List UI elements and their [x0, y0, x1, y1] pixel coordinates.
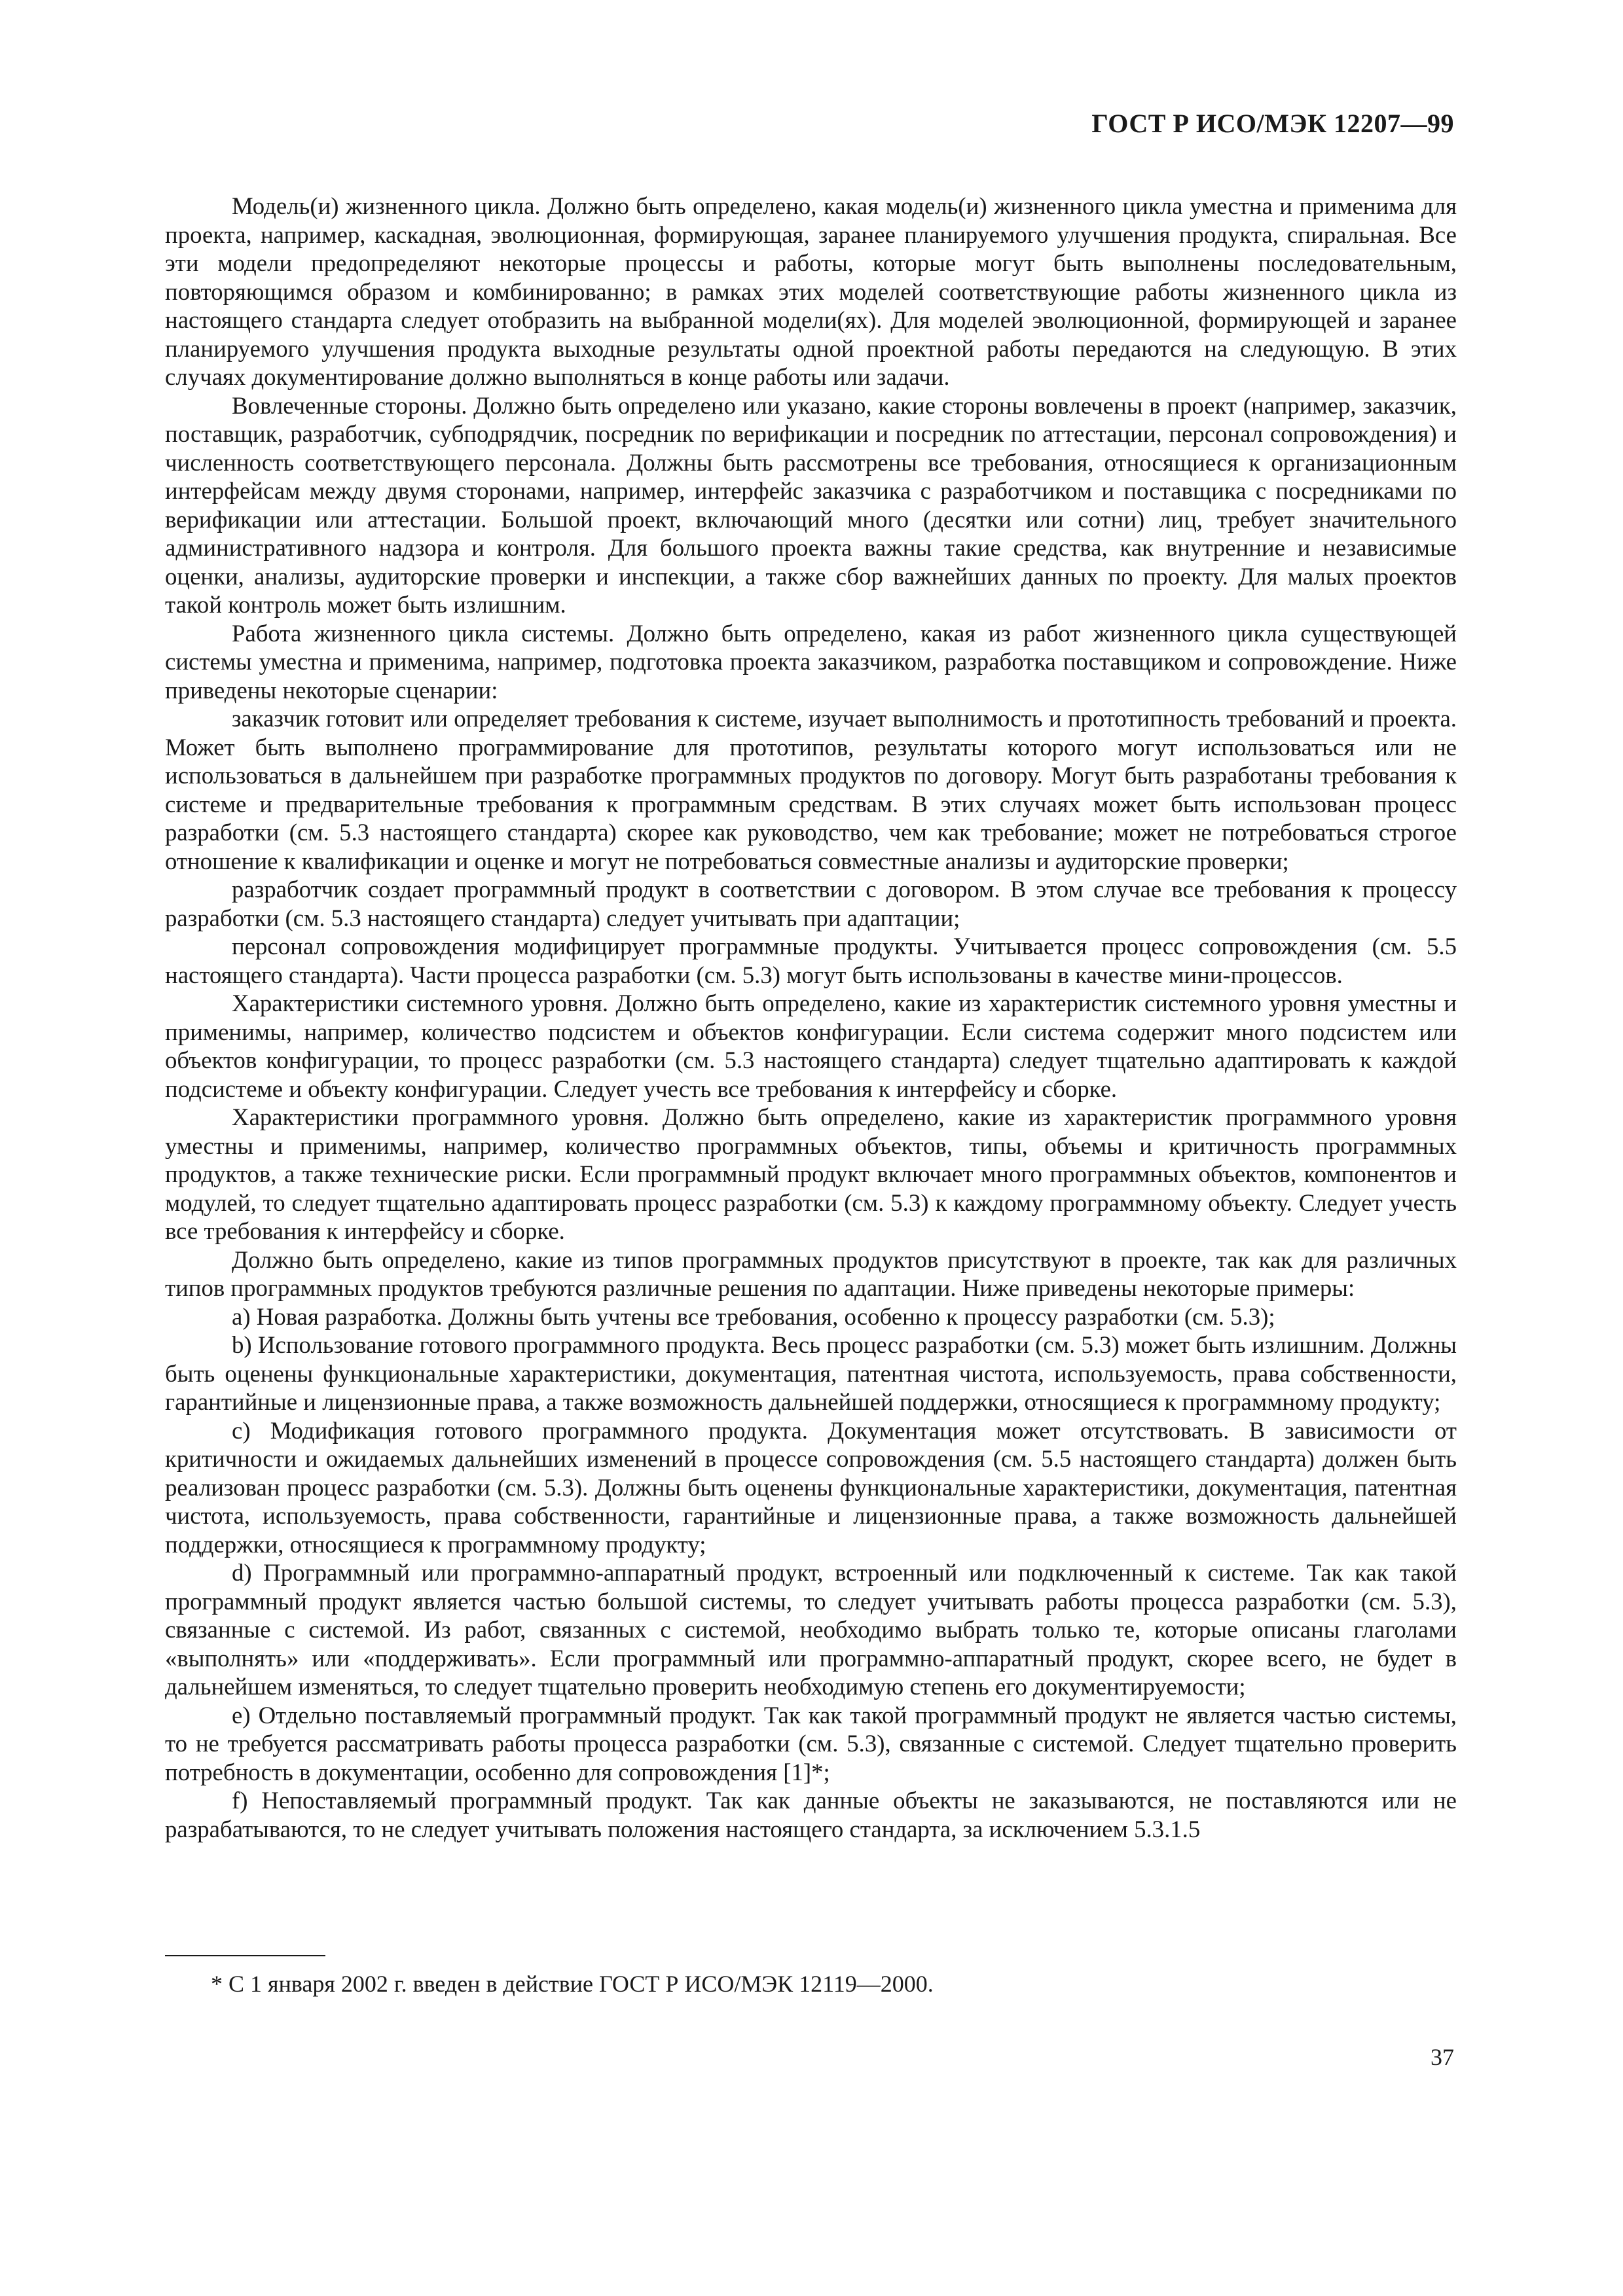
list-item: b) Использование готового программного продукта. Весь процесс разработки (см. 5.3) может быть излишним. Должны быть оценены функциональные характеристики, документация, патентная чистота, используемость, права собственности, гарантийные и лицензионные права, а также возможность дальнейшей поддержки, относящиеся к программному продукту; — [165, 1331, 1457, 1415]
document-header: ГОСТ Р ИСО/МЭК 12207—99 — [1091, 109, 1454, 138]
list-item: c) Модификация готового программного продукта. Документация может отсутствовать. В зависимости от критичности и ожидаемых дальнейших изменений в процессе сопровождения (см. 5.5 настоящего стандарта) должен быть реализован процесс разработки (см. 5.3). Должны быть оценены функциональные характеристики, документация, патентная чистота, используемость, права собственности, гарантийные и лицензионные права, а также возможность дальнейшей поддержки, относящиеся к программному продукту; — [165, 1416, 1457, 1558]
list-item: f) Непоставляемый программный продукт. Так как данные объекты не заказываются, не поставляются или не разрабатываются, то не следует учитывать положения настоящего стандарта, за исключением 5.3.1.5 — [165, 1787, 1457, 1842]
paragraph: Должно быть определено, какие из типов программных продуктов присутствуют в проекте, так как для различных типов программных продуктов требуются различные решения по адаптации. Ниже приведены некоторые примеры: — [165, 1246, 1457, 1301]
list-item: e) Отдельно поставляемый программный продукт. Так как такой программный продукт не является частью системы, то не требуется рассматривать работы процесса разработки (см. 5.3), связанные с системой. Следует тщательно проверить потребность в документации, особенно для сопровождения [1]*; — [165, 1701, 1457, 1785]
paragraph: персонал сопровождения модифицирует программные продукты. Учитывается процесс сопровождения (см. 5.5 настоящего стандарта). Части процесса разработки (см. 5.3) могут быть использованы в качестве мини-процессов. — [165, 933, 1457, 988]
list-item: d) Программный или программно-аппаратный продукт, встроенный или подключенный к системе. Так как такой программный продукт является частью большой системы, то следует учитывать работы процесса разработки (см. 5.3), связанные с системой. Из работ, связанных с системой, необходимо выбрать только те, которые описаны глаголами «выполнять» или «поддерживать». Если программный или программно-аппаратный продукт, скорее всего, не будет в дальнейшем изменяться, то следует тщательно проверить необходимую степень его документируемости; — [165, 1559, 1457, 1700]
paragraph: Модель(и) жизненного цикла. Должно быть определено, какая модель(и) жизненного цикла уместна и применима для проекта, например, каскадная, эволюционная, формирующая, заранее планируемого улучшения продукта, спиральная. Все эти модели предопределяют некоторые процессы и работы, которые могут быть выполнены последовательным, повторяющимся образом и комбинированно; в рамках этих моделей соответствующие работы жизненного цикла из настоящего стандарта следует отобразить на выбранной модели(ях). Для моделей эволюционной, формирующей и заранее планируемого улучшения продукта выходные результаты одной проектной работы передаются на следующую. В этих случаях документирование должно выполняться в конце работы или задачи. — [165, 192, 1457, 390]
body-text — [165, 192, 1457, 1843]
paragraph: Характеристики программного уровня. Должно быть определено, какие из характеристик программного уровня уместны и применимы, например, количество программных объектов, типы, объемы и критичность программных продуктов, а также технические риски. Если программный продукт включает много программных объектов, компонентов и модулей, то следует тщательно адаптировать процесс разработки (см. 5.3) к каждому программному объекту. Следует учесть все требования к интерфейсу и сборке. — [165, 1103, 1457, 1244]
page-number: 37 — [1431, 2044, 1454, 2070]
paragraph: Характеристики системного уровня. Должно быть определено, какие из характеристик системного уровня уместны и применимы, например, количество подсистем и объектов конфигурации. Если система содержит много подсистем или объектов конфигурации, то процесс разработки (см. 5.3 настоящего стандарта) следует тщательно адаптировать к каждой подсистеме и объекту конфигурации. Следует учесть все требования к интерфейсу и сборке. — [165, 990, 1457, 1102]
footnote-divider — [165, 1955, 325, 1956]
list-item: a) Новая разработка. Должны быть учтены все требования, особенно к процессу разработки (см. 5.3); — [232, 1302, 1275, 1330]
paragraph: заказчик готовит или определяет требования к системе, изучает выполнимость и прототипность требований и проекта. Может быть выполнено программирование для прототипов, результаты которого могут использоваться или не использоваться в дальнейшем при разработке программных продуктов по договору. Могут быть разработаны требования к системе и предварительные требования к программным средствам. В этих случаях может быть использован процесс разработки (см. 5.3 настоящего стандарта) скорее как руководство, чем как требование; может не потребоваться строгое отношение к квалификации и оценке и могут не потребоваться совместные анализы и аудиторские проверки; — [165, 705, 1457, 874]
paragraph: Вовлеченные стороны. Должно быть определено или указано, какие стороны вовлечены в проект (например, заказчик, поставщик, разработчик, субподрядчик, посредник по верификации и посредник по аттестации, персонал сопровождения) и численность соответствующего персонала. Должны быть рассмотрены все требования, относящиеся к организационным интерфейсам между двумя сторонами, например, интерфейс заказчика с разработчиком и поставщика с посредниками по верификации или аттестации. Большой проект, включающий много (десятки или сотни) лиц, требует значительного административного надзора и контроля. Для большого проекта важны такие средства, как внутренние и независимые оценки, анализы, аудиторские проверки и инспекции, а также сбор важнейших данных по проекту. Для малых проектов такой контроль может быть излишним. — [165, 391, 1457, 618]
footnote: * С 1 января 2002 г. введен в действие ГОСТ Р ИСО/МЭК 12119—2000. — [211, 1971, 934, 1997]
paragraph: разработчик создает программный продукт в соответствии с договором. В этом случае все требования к процессу разработки (см. 5.3 настоящего стандарта) следует учитывать при адаптации; — [165, 876, 1457, 931]
paragraph: Работа жизненного цикла системы. Должно быть определено, какая из работ жизненного цикла существующей системы уместна и применима, например, подготовка проекта заказчиком, разработка поставщиком и сопровождение. Ниже приведены некоторые сценарии: — [165, 619, 1457, 704]
